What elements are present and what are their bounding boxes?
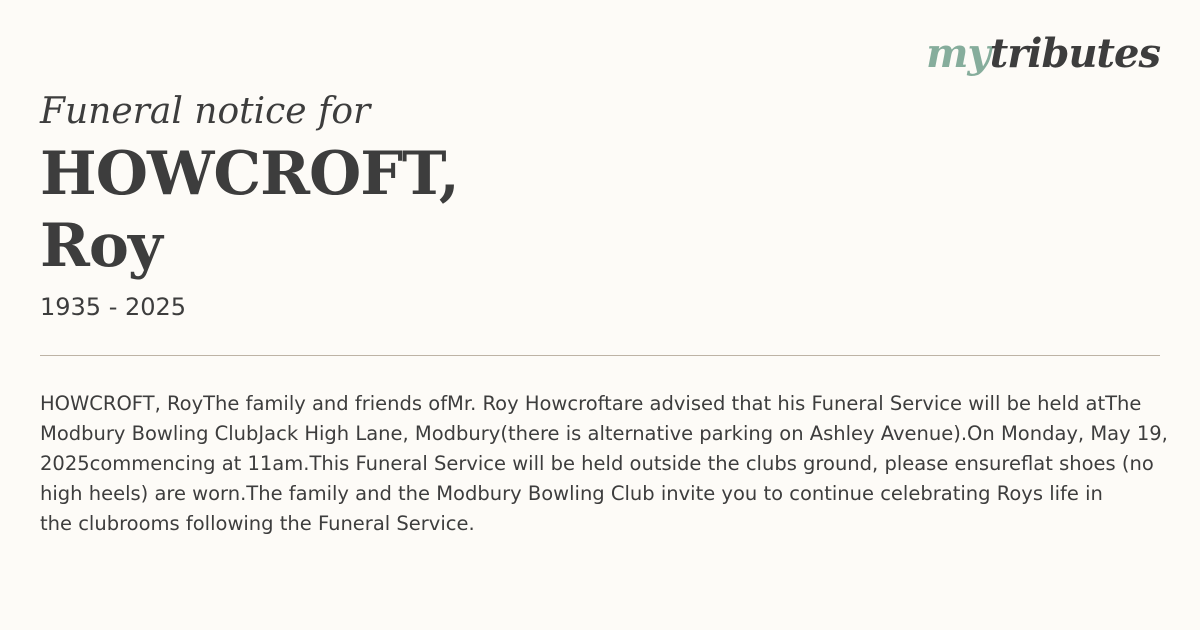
notice-body (40, 389, 1175, 539)
deceased-surname: HOWCROFT, (40, 139, 459, 209)
notice-heading: Funeral notice for (40, 91, 371, 132)
notice-line: high heels) are worn.The family and the Modbury Bowling Club invite you to continue celebrating Roys life in (40, 482, 1103, 505)
notice-line: 2025commencing at 11am.This Funeral Service will be held outside the clubs ground, please ensureflat shoes (no (40, 452, 1154, 475)
divider (40, 355, 1160, 356)
deceased-given-name: Roy (40, 211, 162, 281)
notice-line: Modbury Bowling ClubJack High Lane, Modbury(there is alternative parking on Ashley Avenue).On Monday, May 19, (40, 422, 1168, 445)
notice-line: the clubrooms following the Funeral Service. (40, 512, 475, 535)
logo-suffix: tributes (989, 30, 1160, 77)
deceased-name (40, 138, 459, 282)
notice-line: HOWCROFT, RoyThe family and friends ofMr. Roy Howcroftare advised that his Funeral Service will be held atThe (40, 392, 1142, 415)
logo-prefix: my (926, 30, 990, 77)
life-years: 1935 - 2025 (40, 293, 187, 321)
mytributes-logo[interactable] (926, 30, 1160, 77)
